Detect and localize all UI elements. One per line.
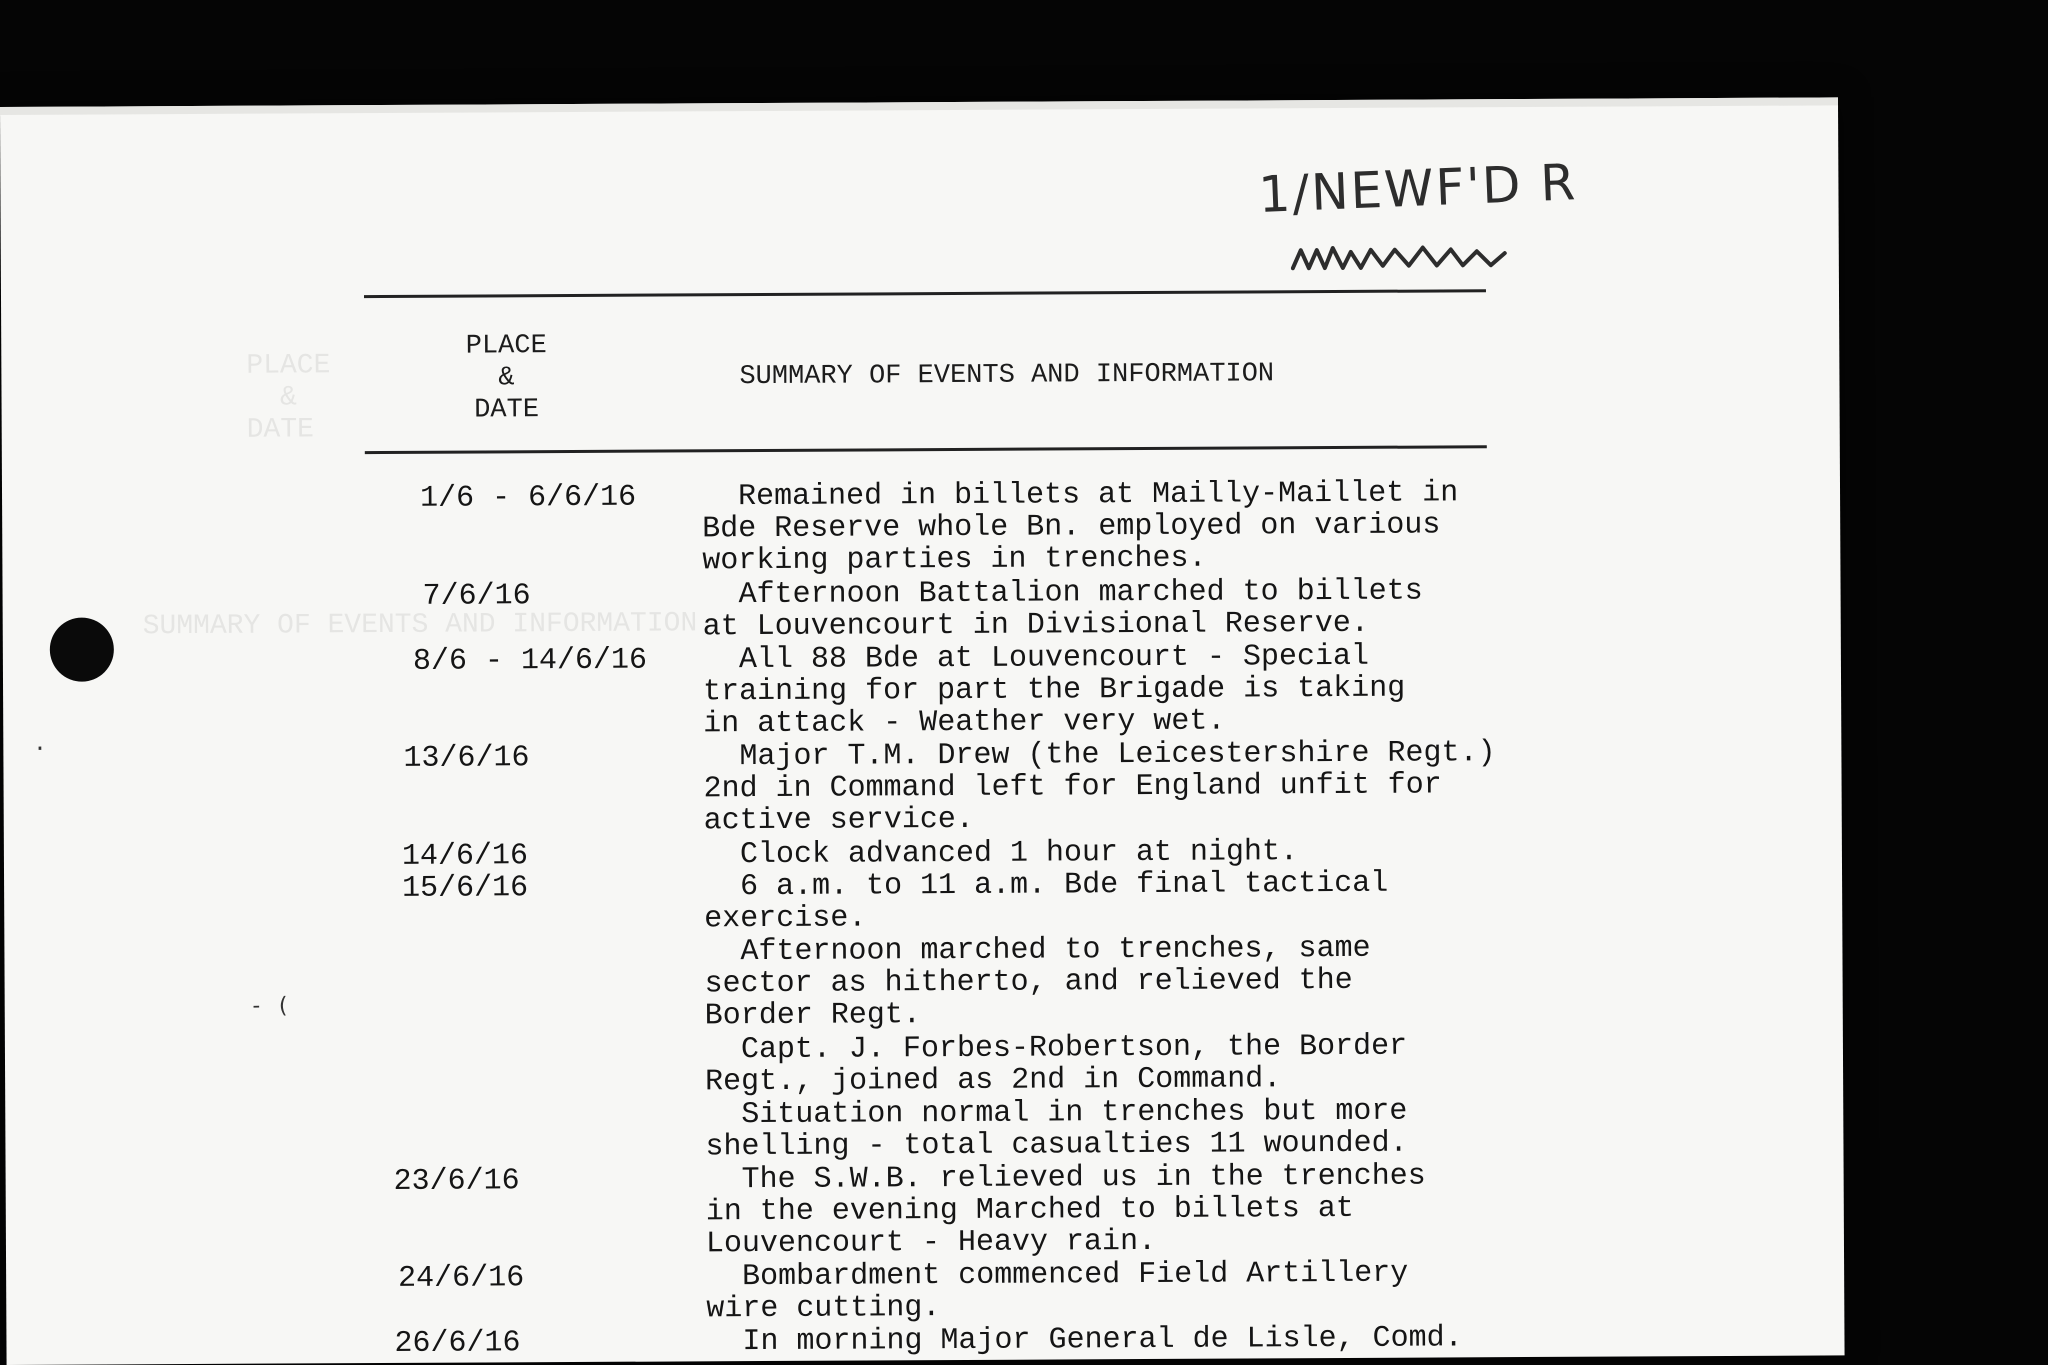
- entry-date: 26/6/16: [394, 1326, 521, 1361]
- entry-line: Clock advanced 1 hour at night.: [703, 834, 1299, 872]
- column-header-summary: SUMMARY OF EVENTS AND INFORMATION: [739, 359, 1275, 393]
- stray-mark: - (: [249, 993, 290, 1019]
- handwritten-unit-label: 1/NEWF'D R: [1257, 153, 1579, 224]
- entry-text: [703, 640, 1406, 740]
- entry-text: [704, 836, 1298, 871]
- entry-line: Remained in billets at Mailly-Maillet in: [701, 476, 1459, 515]
- entry-line: 2nd in Command left for England unfit for: [703, 768, 1442, 807]
- entry-line: Afternoon marched to trenches, same: [704, 931, 1371, 970]
- entry-line: shelling - total casualties 11 wounded.: [705, 1126, 1408, 1164]
- entry-text: [706, 1258, 1408, 1326]
- entry-line: Louvencourt - Heavy rain.: [705, 1224, 1157, 1261]
- document-page: [0, 97, 1845, 1365]
- bleed-through: SUMMARY OF EVENTS AND INFORMATION: [142, 608, 698, 643]
- header-place: PLACE: [465, 331, 547, 362]
- entry-date: 24/6/16: [398, 1261, 525, 1296]
- entry-line: Regt., joined as 2nd in Command.: [705, 1061, 1282, 1099]
- entry-line: Border Regt.: [704, 998, 921, 1034]
- handwritten-scribble: [1291, 237, 1511, 278]
- page-top-edge: [0, 97, 1838, 115]
- header-date: DATE: [474, 395, 540, 426]
- entry-line: All 88 Bde at Louvencourt - Special: [702, 639, 1370, 677]
- entry-text: [704, 868, 1388, 936]
- entry-text: [705, 1030, 1407, 1098]
- header-rule-bottom: [365, 445, 1487, 454]
- entry-text: [703, 737, 1496, 837]
- punch-hole: [50, 617, 114, 681]
- entry-line: Bde Reserve whole Bn. employed on various: [702, 508, 1441, 547]
- entry-line: In morning Major General de Lisle, Comd.: [706, 1321, 1463, 1360]
- entry-date: 7/6/16: [422, 578, 531, 614]
- header-ampersand: &: [498, 363, 515, 394]
- entry-date: 23/6/16: [393, 1163, 520, 1199]
- entry-date: 15/6/16: [402, 871, 529, 906]
- entry-text: [706, 1322, 1462, 1358]
- entry-line: 6 a.m. to 11 a.m. Bde final tactical: [704, 866, 1389, 905]
- entry-text: [704, 933, 1371, 1032]
- entry-line: active service.: [703, 802, 974, 839]
- entry-line: training for part the Brigade is taking: [702, 671, 1406, 709]
- entry-date: 1/6 - 6/6/16: [419, 480, 637, 516]
- entry-line: Afternoon Battalion marched to billets: [702, 574, 1423, 612]
- entry-line: Major T.M. Drew (the Leicestershire Regt.): [703, 736, 1496, 775]
- entry-line: wire cutting.: [706, 1291, 941, 1327]
- entry-line: Situation normal in trenches but more: [705, 1094, 1408, 1132]
- entry-date: 13/6/16: [403, 741, 530, 776]
- entry-date: 14/6/16: [401, 838, 529, 874]
- entry-date: 8/6 - 14/6/16: [412, 643, 648, 679]
- entry-line: Capt. J. Forbes-Robertson, the Border: [704, 1029, 1408, 1067]
- stray-mark: ·: [33, 736, 47, 762]
- header-rule-top: [364, 289, 1486, 298]
- entry-text: [706, 1160, 1427, 1260]
- entry-line: sector as hitherto, and relieved the: [704, 963, 1353, 1002]
- column-header-place-date: [456, 330, 557, 427]
- entry-line: at Louvencourt in Divisional Reserve.: [702, 606, 1369, 644]
- bleed-through: PLACE & DATE: [246, 350, 331, 446]
- entry-line: The S.W.B. relieved us in the trenches: [705, 1159, 1426, 1197]
- entry-text: [705, 1095, 1407, 1163]
- entry-line: in the evening Marched to billets at: [705, 1191, 1354, 1229]
- entry-text: [702, 575, 1422, 643]
- entry-line: in attack - Weather very wet.: [703, 704, 1226, 741]
- entry-line: Bombardment commenced Field Artillery: [706, 1256, 1409, 1295]
- entry-line: exercise.: [704, 901, 867, 937]
- entry-text: [702, 477, 1459, 577]
- entry-line: working parties in trenches.: [702, 541, 1207, 579]
